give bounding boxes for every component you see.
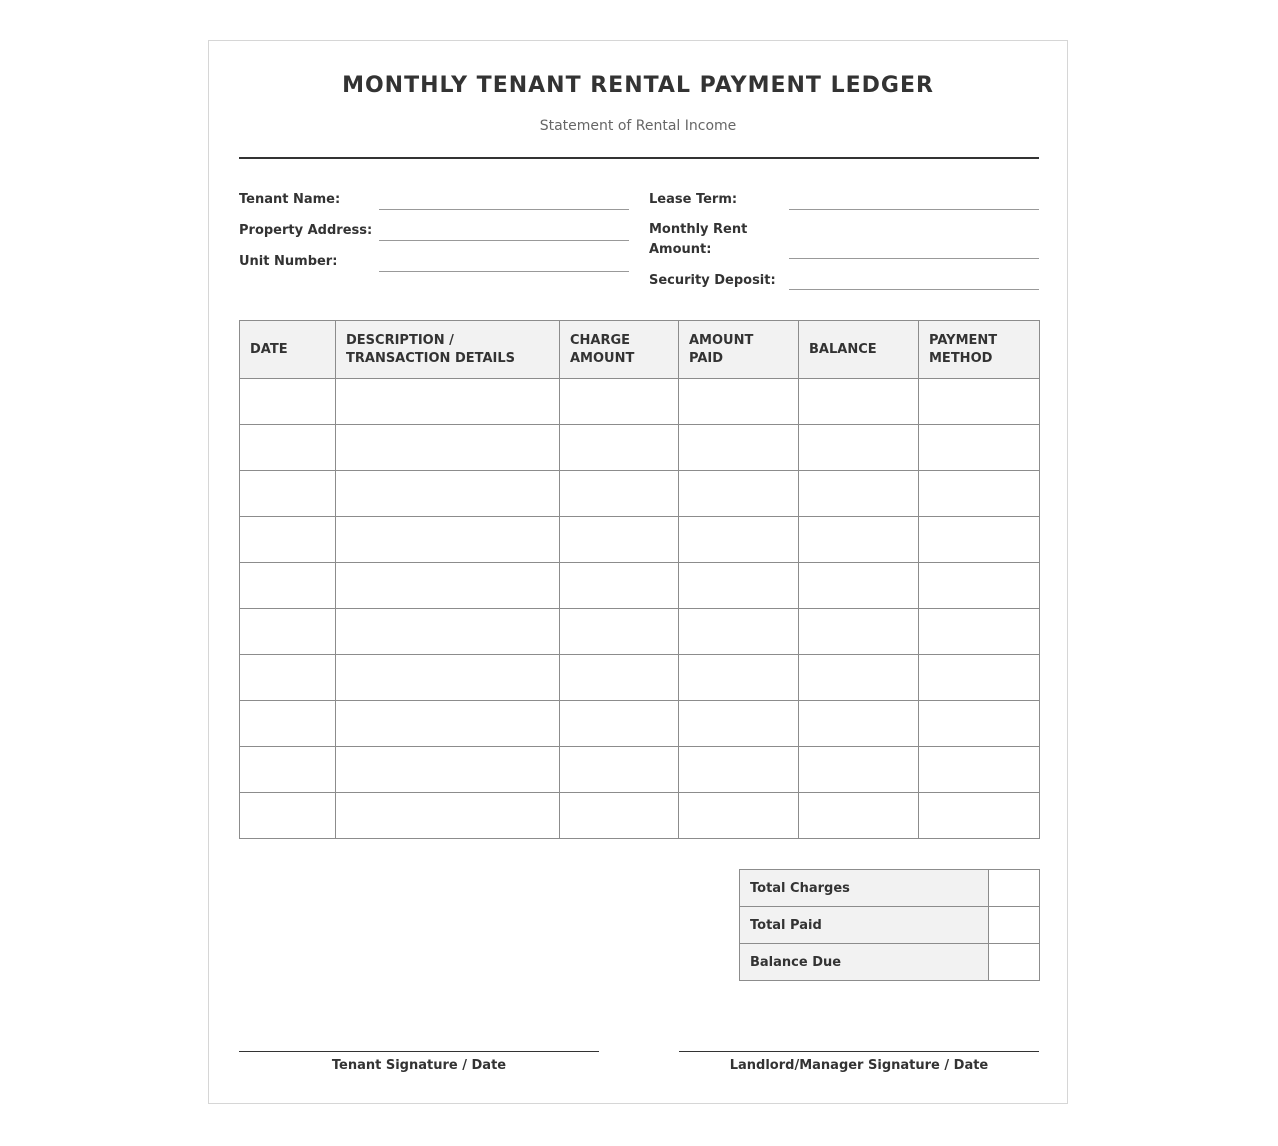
ledger-row: [240, 517, 1040, 563]
security-deposit-field[interactable]: [789, 269, 1039, 290]
ledger-cell[interactable]: [679, 471, 799, 517]
ledger-row: [240, 379, 1040, 425]
landlord-signature-label: Landlord/Manager Signature / Date: [729, 1058, 989, 1073]
ledger-cell[interactable]: [240, 471, 336, 517]
ledger-cell[interactable]: [560, 517, 679, 563]
ledger-cell[interactable]: [240, 379, 336, 425]
tenant-name-field[interactable]: [379, 189, 629, 210]
ledger-cell[interactable]: [679, 563, 799, 609]
ledger-cell[interactable]: [919, 747, 1040, 793]
ledger-cell[interactable]: [560, 563, 679, 609]
ledger-body: [240, 379, 1040, 839]
total-charges-label: Total Charges: [740, 870, 989, 907]
ledger-cell[interactable]: [560, 793, 679, 839]
ledger-cell[interactable]: [560, 379, 679, 425]
unit-number-label: Unit Number:: [239, 254, 338, 269]
document-title: MONTHLY TENANT RENTAL PAYMENT LEDGER: [342, 73, 934, 98]
ledger-cell[interactable]: [679, 517, 799, 563]
ledger-cell[interactable]: [919, 425, 1040, 471]
document-subtitle: Statement of Rental Income: [539, 118, 737, 134]
ledger-cell[interactable]: [336, 747, 560, 793]
ledger-cell[interactable]: [919, 655, 1040, 701]
ledger-cell[interactable]: [560, 655, 679, 701]
ledger-cell[interactable]: [679, 655, 799, 701]
totals-row: [740, 870, 1040, 907]
landlord-signature-line[interactable]: [679, 1051, 1039, 1052]
ledger-cell[interactable]: [919, 471, 1040, 517]
ledger-cell[interactable]: [560, 425, 679, 471]
ledger-cell[interactable]: [679, 793, 799, 839]
title-divider: [239, 157, 1039, 159]
ledger-cell[interactable]: [336, 609, 560, 655]
ledger-cell[interactable]: [336, 701, 560, 747]
tenant-signature-line[interactable]: [239, 1051, 599, 1052]
ledger-cell[interactable]: [919, 517, 1040, 563]
ledger-cell[interactable]: [679, 747, 799, 793]
property-address-label: Property Address:: [239, 223, 373, 238]
ledger-cell[interactable]: [919, 379, 1040, 425]
total-paid-label: Total Paid: [740, 907, 989, 944]
col-header-date: DATE: [240, 321, 336, 379]
property-address-field[interactable]: [379, 220, 629, 241]
ledger-cell[interactable]: [799, 425, 919, 471]
ledger-cell[interactable]: [240, 425, 336, 471]
col-header-amount-paid: AMOUNT PAID: [679, 321, 799, 379]
tenant-signature-label: Tenant Signature / Date: [331, 1058, 507, 1073]
ledger-page: [208, 40, 1068, 1104]
ledger-cell[interactable]: [240, 747, 336, 793]
security-deposit-label: Security Deposit:: [649, 273, 776, 288]
balance-due-value[interactable]: [989, 944, 1040, 981]
ledger-cell[interactable]: [799, 471, 919, 517]
total-charges-value[interactable]: [989, 870, 1040, 907]
ledger-table: [239, 320, 1040, 839]
ledger-cell[interactable]: [679, 609, 799, 655]
balance-due-label: Balance Due: [740, 944, 989, 981]
ledger-cell[interactable]: [799, 655, 919, 701]
ledger-cell[interactable]: [240, 655, 336, 701]
ledger-cell[interactable]: [240, 517, 336, 563]
lease-term-field[interactable]: [789, 189, 1039, 210]
ledger-cell[interactable]: [560, 609, 679, 655]
lease-term-label: Lease Term:: [649, 192, 738, 207]
ledger-cell[interactable]: [799, 747, 919, 793]
col-header-charge-amount: CHARGE AMOUNT: [560, 321, 679, 379]
unit-number-field[interactable]: [379, 251, 629, 272]
ledger-cell[interactable]: [560, 701, 679, 747]
ledger-cell[interactable]: [240, 609, 336, 655]
ledger-cell[interactable]: [560, 747, 679, 793]
monthly-rent-label: Monthly Rent Amount:: [649, 222, 748, 257]
ledger-cell[interactable]: [799, 379, 919, 425]
ledger-cell[interactable]: [679, 379, 799, 425]
ledger-row: [240, 747, 1040, 793]
ledger-cell[interactable]: [799, 517, 919, 563]
ledger-row: [240, 793, 1040, 839]
ledger-cell[interactable]: [240, 701, 336, 747]
ledger-row: [240, 425, 1040, 471]
ledger-cell[interactable]: [336, 517, 560, 563]
ledger-row: [240, 701, 1040, 747]
ledger-cell[interactable]: [919, 701, 1040, 747]
totals-row: [740, 944, 1040, 981]
ledger-cell[interactable]: [679, 425, 799, 471]
ledger-cell[interactable]: [799, 609, 919, 655]
tenant-name-label: Tenant Name:: [239, 192, 341, 207]
ledger-cell[interactable]: [919, 609, 1040, 655]
ledger-cell[interactable]: [799, 701, 919, 747]
ledger-row: [240, 655, 1040, 701]
ledger-cell[interactable]: [336, 379, 560, 425]
ledger-cell[interactable]: [919, 793, 1040, 839]
ledger-row: [240, 563, 1040, 609]
totals-table: [739, 869, 1040, 981]
total-paid-value[interactable]: [989, 907, 1040, 944]
monthly-rent-field[interactable]: [789, 238, 1039, 259]
ledger-cell[interactable]: [336, 655, 560, 701]
ledger-cell[interactable]: [336, 793, 560, 839]
ledger-cell[interactable]: [240, 563, 336, 609]
ledger-row: [240, 471, 1040, 517]
totals-row: [740, 907, 1040, 944]
ledger-cell[interactable]: [336, 563, 560, 609]
ledger-header-row: [240, 321, 1040, 379]
col-header-description: DESCRIPTION / TRANSACTION DETAILS: [336, 321, 560, 379]
ledger-cell[interactable]: [679, 701, 799, 747]
ledger-cell[interactable]: [919, 563, 1040, 609]
ledger-cell[interactable]: [240, 793, 336, 839]
ledger-cell[interactable]: [336, 425, 560, 471]
ledger-cell[interactable]: [799, 563, 919, 609]
ledger-cell[interactable]: [336, 471, 560, 517]
ledger-cell[interactable]: [560, 471, 679, 517]
ledger-cell[interactable]: [799, 793, 919, 839]
col-header-payment-method: PAYMENT METHOD: [919, 321, 1040, 379]
col-header-balance: BALANCE: [799, 321, 919, 379]
ledger-row: [240, 609, 1040, 655]
